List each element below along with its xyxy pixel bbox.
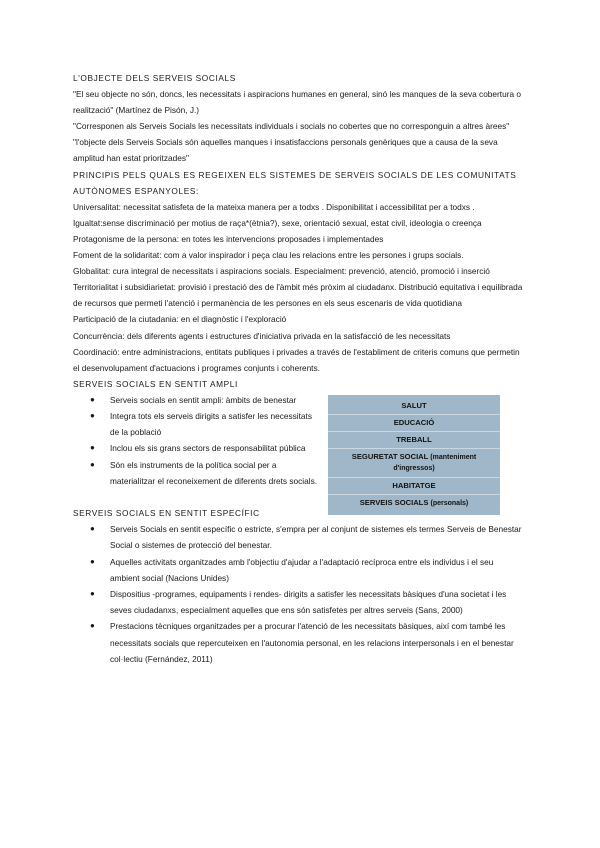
list-item: ● Integra tots els serveis dirigits a satisfer les necessitats de la població — [73, 408, 318, 440]
sector-treball: TREBALL — [328, 432, 500, 449]
list-item: ● Aquelles activitats organitzades amb l'objectiu d'ajudar a l'adaptació recíproca entre els individus i el seu ambient social (Nacions Unides) — [73, 554, 523, 586]
list-item: ● Són els instruments de la política social per a materialitzar el reconeixement de diferents drets socials. — [73, 457, 318, 489]
principi-participacio: Participació de la ciutadania: en el diagnòstic i l'exploració — [73, 314, 287, 325]
objecte-heading: L'OBJECTE DELS SERVEIS SOCIALS — [73, 73, 236, 83]
especific-section — [73, 505, 523, 667]
sector-habitatge: HABITATGE — [328, 478, 500, 495]
objecte-quote-3: "l'objecte dels Serveis Socials són aquelles manques i insatisfaccions personals genèriques que a causa de la seva amplitud han estat prioritzades" — [73, 137, 498, 164]
especific-bullet-list — [73, 521, 523, 667]
especific-heading: SERVEIS SOCIALS EN SENTIT ESPECÍFIC — [73, 508, 260, 519]
bullet-icon: ● — [90, 411, 95, 421]
principi-coordinacio: Coordinació: entre administracions, entitats publiques i privades a través de l'establiment de criteris comuns que permetin el desenvolupament d'actuacions i programes conjunts i coherents. — [73, 346, 520, 373]
bullet-icon: ● — [90, 524, 95, 534]
sector-salut: SALUT — [328, 398, 500, 415]
list-item: ● Inclou els sis grans sectors de responsabilitat pública — [73, 440, 318, 456]
bullet-icon: ● — [90, 394, 95, 404]
bullet-icon: ● — [90, 589, 95, 598]
ampli-section — [73, 376, 523, 507]
sector-educacio: EDUCACIÓ — [328, 415, 500, 432]
objecte-quote-2: "Corresponen als Serveis Socials les necessitats individuals i socials no cobertes que no corresponguin a altres àrees" — [73, 121, 510, 132]
principi-globalitat: Globalitat: cura integral de necessitats i aspiracions socials. Especialment: prevenció, atenció, promoció i inserció — [73, 266, 490, 277]
sector-serveis-socials: SERVEIS SOCIALS (personals) — [359, 497, 469, 507]
principi-universalitat: Universalitat: necessitat satisfeta de la mateixa manera per a todxs . Disponibilitat i accessibilitat per a todxs . — [73, 201, 475, 212]
ampli-heading: SERVEIS SOCIALS EN SENTIT AMPLI — [73, 378, 238, 389]
list-item: ● Serveis Socials en sentit específic o estricte, s'empra per al conjunt de sistemes els termes Serveis de Benestar Social o sistemes de protecció del benestar. — [73, 521, 523, 553]
list-item: ● Dispositius -programes, equipaments i rendes- dirigits a satisfer les necessitats bàsiques d'una societat i les seves ciudadanxs, especialment aquelles que ens són satisfetes per altres serveis (Sans, 2000) — [73, 586, 523, 618]
principi-protagonisme: Protagonisme de la persona: en totes les intervencions proposades i implementades — [73, 233, 384, 244]
bullet-icon: ● — [90, 459, 95, 469]
list-item: ● Prestacions tècniques organitzades per a procurar l'atenció de les necessitats bàsiques, així com també les necessitats socials que repercuteixen en l'autonomia personal, en les relacions interpersonals i en el benestar col·lectiu (Fernández, 2011) — [73, 618, 523, 667]
principi-igualtat: Igualtat:sense discriminació per motius de raça*(ètnia?), sexe, orientació sexual, estat civil, ideologia o creença — [73, 217, 482, 228]
principis-heading: PRINCIPIS PELS QUALS ES REGEIXEN ELS SISTEMES DE SERVEIS SOCIALS DE LES COMUNITATS AUTÒNOMES ESPANYOLES: — [73, 169, 517, 196]
list-item: ● Serveis socials en sentit ampli: àmbits de benestar — [73, 392, 318, 408]
bullet-icon: ● — [90, 621, 95, 631]
bullet-icon: ● — [90, 443, 95, 453]
sectors-table — [328, 395, 500, 515]
bullet-icon: ● — [90, 556, 95, 566]
principi-concurrencia: Concurrència: dels diferents agents i estructures d'iniciativa privada en la satisfacció de les necessitats — [73, 330, 451, 341]
objecte-quote-1: "El seu objecte no són, doncs, les necessitats i aspiracions humanes en general, sinó les manques de la seva cobertura o realització" (Martínez de Pisón, J.) — [73, 89, 522, 116]
document-page — [73, 70, 523, 667]
principi-territorialitat: Territorialitat i subsidiarietat: provisió i prestació des de l'àmbit més pròxim al ciudadanx. Distribució equitativa i equilibrada de recursos que permeti l'atenció i permanència de les persones en els seus escenaris de vida quotidiana — [73, 282, 523, 309]
ampli-bullet-list — [73, 392, 318, 489]
principi-solidaritat: Foment de la solidaritat: com a valor inspirador i peça clau les relacions entre les persones i grups socials. — [73, 250, 464, 261]
sector-seguretat-social: SEGURETAT SOCIAL (manteniment d'ingressos) — [328, 449, 500, 478]
